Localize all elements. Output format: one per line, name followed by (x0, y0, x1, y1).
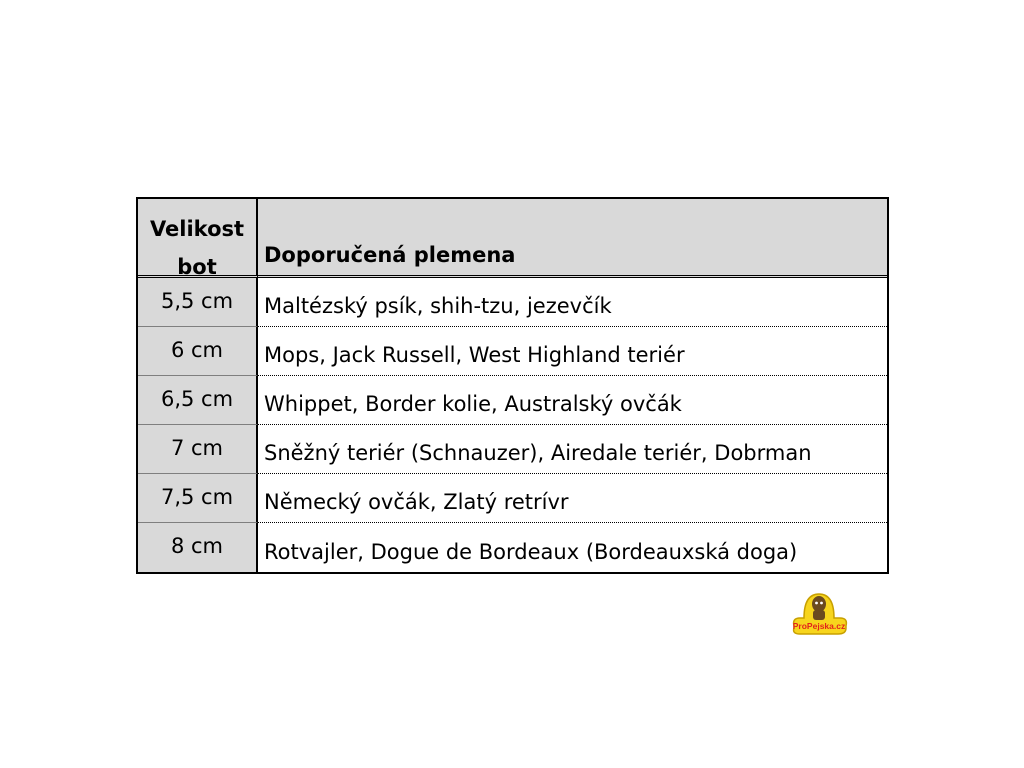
size-table (136, 197, 889, 574)
row-size: 8 cm (138, 523, 258, 572)
header-size (138, 199, 258, 278)
row-breeds: Maltézský psík, shih-tzu, jezevčík (258, 278, 887, 327)
row-breeds: Sněžný teriér (Schnauzer), Airedale teriér, Dobrman (258, 425, 887, 474)
dog-icon (812, 596, 826, 620)
row-size: 5,5 cm (138, 278, 258, 327)
header-size-line2: bot (177, 255, 217, 278)
row-size: 6,5 cm (138, 376, 258, 425)
row-breeds: Mops, Jack Russell, West Highland teriér (258, 327, 887, 376)
header-breeds: Doporučená plemena (258, 199, 887, 278)
propejska-logo (786, 590, 852, 638)
header-size-line1: Velikost (149, 217, 245, 241)
row-breeds: Rotvajler, Dogue de Bordeaux (Bordeauxská doga) (264, 540, 798, 564)
row-size: 7 cm (138, 425, 258, 474)
logo-text: ProPejska.cz (792, 621, 846, 631)
row-size: 7,5 cm (138, 474, 258, 523)
row-breeds: Německý ovčák, Zlatý retrívr (258, 474, 887, 523)
row-breeds: Whippet, Border kolie, Australský ovčák (258, 376, 887, 425)
row-size: 6 cm (138, 327, 258, 376)
